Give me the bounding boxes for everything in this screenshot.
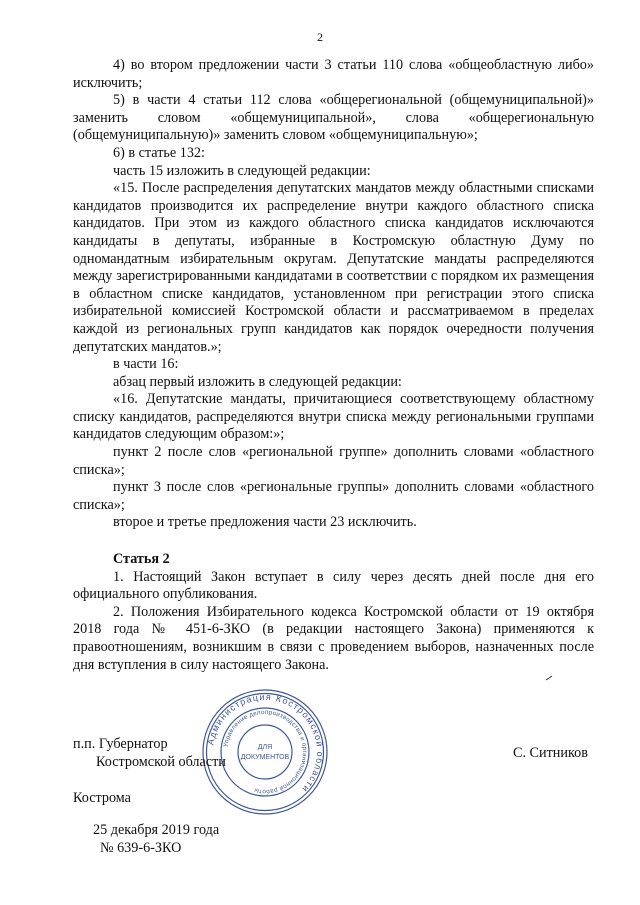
article-paragraph: 2. Положения Избирательного кодекса Костромской области от 19 октября 2018 года № 451-6-ЗКО (в редакции настоящего Закона) применяются к правоотношениям, возникшим в связи с проведением выборов, назначенных после дня вступления в силу настоящего Закона. (73, 603, 594, 673)
law-number: № 639-6-ЗКО (100, 840, 182, 856)
paragraph: в части 16: (113, 356, 179, 373)
paragraph: «16. Депутатские мандаты, причитающиеся соответствующему областному списку кандидатов, распределяются внутри списка между региональными группами кандидатов следующим образом:»; (73, 391, 594, 443)
official-stamp (200, 687, 330, 817)
article-paragraph: 1. Настоящий Закон вступает в силу через десять дней после дня его официального опубликования. (73, 568, 594, 603)
paragraph: 6) в статье 132: (113, 144, 205, 161)
paragraph: второе и третье предложения части 23 исключить. (113, 514, 417, 531)
stamp-center-line2: ДОКУМЕНТОВ (240, 754, 290, 761)
signer-name: С. Ситников (513, 745, 588, 761)
signer-title-line2: Костромской области (96, 754, 226, 770)
law-date: 25 декабря 2019 года (93, 822, 220, 838)
paragraph: «15. После распределения депутатских мандатов между областными списками кандидатов производится их распределение внутри каждого областного списка кандидатов. При этом из каждого областного списка кандидатов исключаются кандидаты в депутаты, избранные в Костромскую областную Думу по одномандатным избирательным округам. Депутатские мандаты распределяются между зарегистрированными кандидатами в соответствии с порядком их размещения в областном списке кандидатов, установленном при регистрации этого списка избирательной комиссией Костромской области и рассматриваемом в пределах каждой из региональных групп кандидатов как порядок очередности получения депутатских мандатов.»; (73, 180, 594, 355)
paragraph: абзац первый изложить в следующей редакции: (113, 373, 402, 390)
document-body (73, 57, 594, 674)
stamp-inner-text: Управление делопроизводства и организационной работы (222, 708, 309, 796)
city: Кострома (73, 790, 131, 806)
paragraph: 5) в части 4 статьи 112 слова «общерегиональной (общемуниципальной)» заменить словом «общемуниципальной», слова «общерегиональную (общемуниципальную)» заменить словом «общемуниципальную»; (73, 92, 594, 144)
signer-title-line1: п.п. Губернатор (73, 736, 168, 752)
stamp-outer-text: Администрация Костромской области (205, 691, 326, 795)
svg-text:Управление делопроизводства и (222, 709, 308, 795)
stamp-center-line1: ДЛЯ (257, 744, 273, 751)
ink-mark (545, 668, 553, 674)
article-heading: Статья 2 (113, 551, 170, 568)
paragraph: пункт 3 после слов «региональные группы» дополнить словами «областного списка»; (73, 479, 594, 513)
page-number: 2 (317, 30, 323, 44)
paragraph: 4) во втором предложении части 3 статьи 110 слова «общеобластную либо» исключить; (73, 57, 594, 91)
stamp-seal (200, 687, 330, 817)
paragraph: пункт 2 после слов «региональной группе» дополнить словами «областного списка»; (73, 444, 594, 478)
paragraph: часть 15 изложить в следующей редакции: (113, 162, 371, 179)
